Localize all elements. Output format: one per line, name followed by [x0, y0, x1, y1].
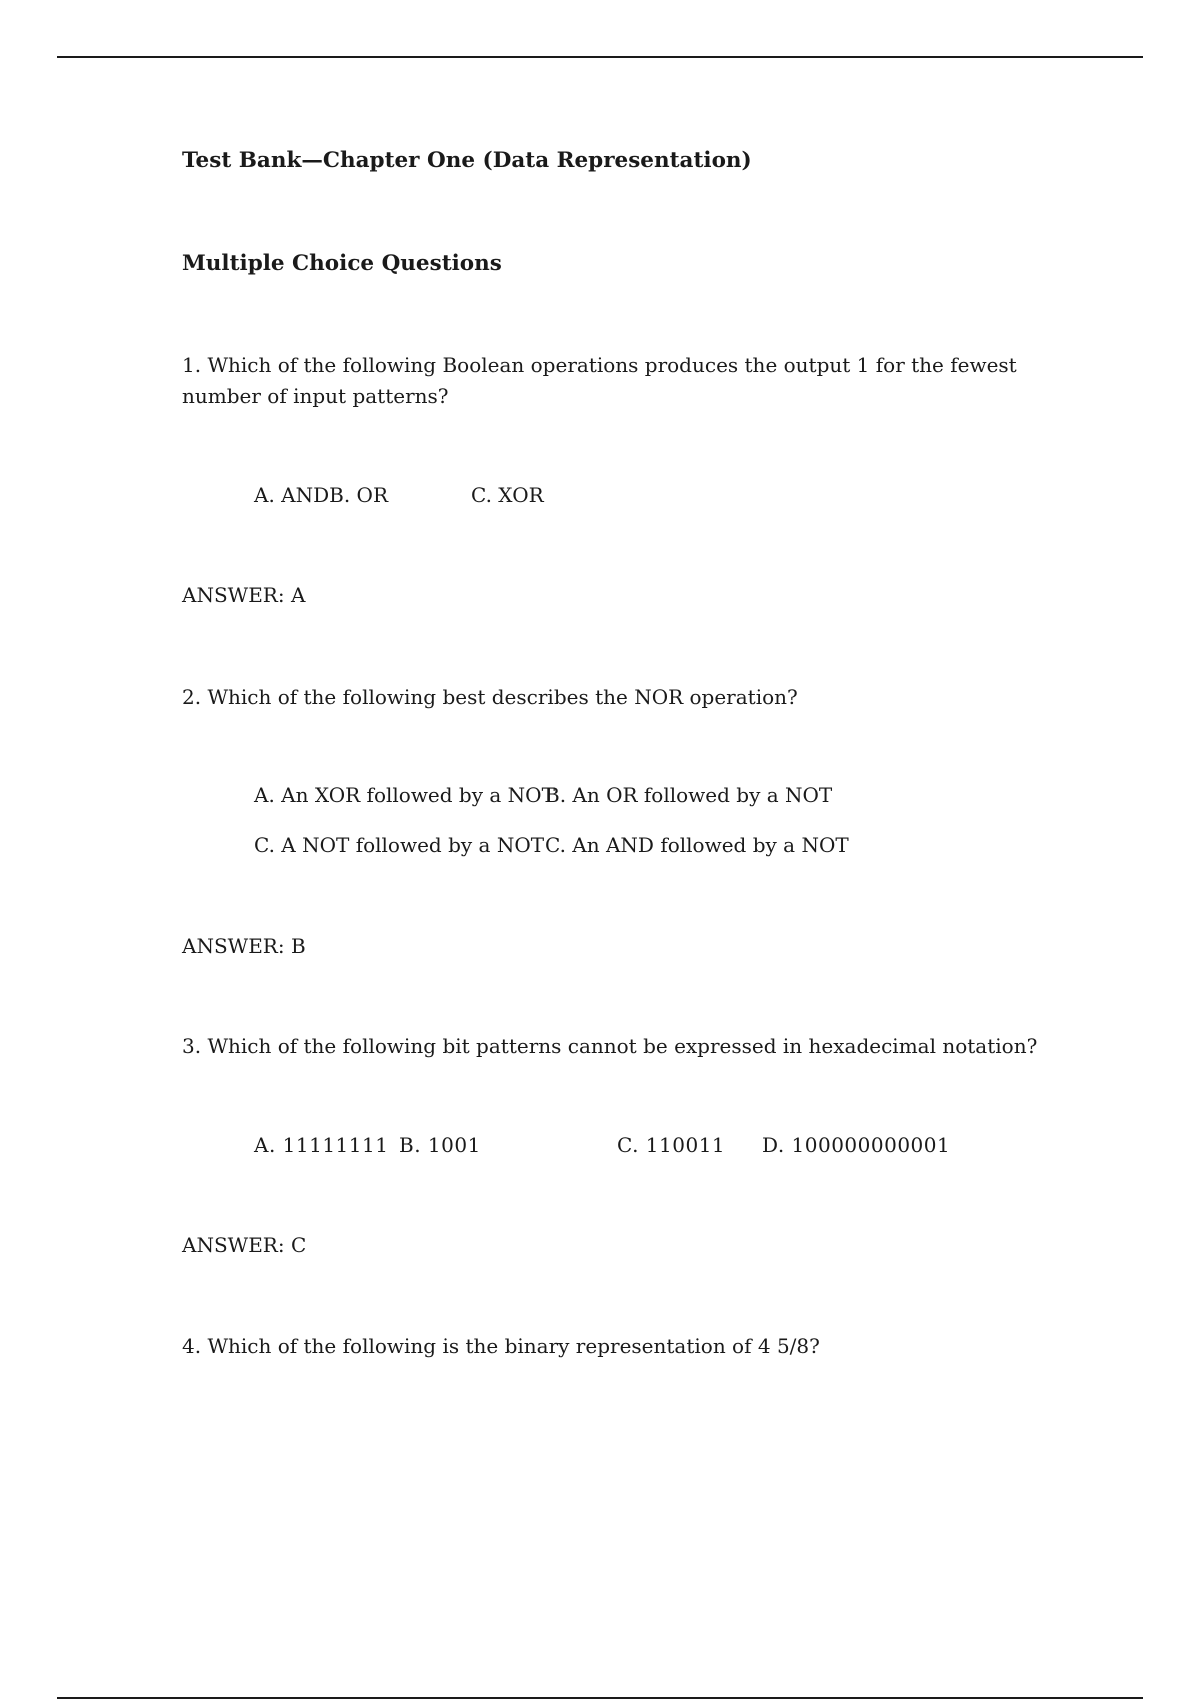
question-2-option-c: C. A NOT followed by a NOT: [254, 833, 545, 857]
section-heading: Multiple Choice Questions: [182, 251, 502, 276]
question-1-text: 1. Which of the following Boolean operations produces the output 1 for the fewest number of input patterns?: [182, 353, 1017, 408]
question-3-answer: ANSWER: C: [182, 1233, 307, 1257]
document-title: Test Bank—Chapter One (Data Representation): [182, 148, 752, 173]
question-2-text: 2. Which of the following best describes the NOR operation?: [182, 685, 798, 709]
question-3-option-b: B. 1001: [399, 1133, 481, 1157]
question-3-option-c: C. 110011: [617, 1133, 726, 1157]
question-3-option-d: D. 100000000001: [762, 1133, 951, 1157]
top-rule: [57, 56, 1143, 58]
question-2-answer: ANSWER: B: [182, 934, 306, 958]
bottom-rule: [57, 1697, 1143, 1699]
question-2-option-d: C. An AND followed by a NOT: [545, 833, 849, 857]
question-1-answer: ANSWER: A: [182, 583, 306, 607]
question-1-option-c: C. XOR: [471, 483, 544, 507]
question-3-option-a: A. 11111111: [254, 1133, 389, 1157]
question-3-text: 3. Which of the following bit patterns cannot be expressed in hexadecimal notation?: [182, 1034, 1038, 1058]
question-2-option-b: B. An OR followed by a NOT: [545, 783, 833, 807]
question-1-option-a: A. ANDB. OR: [254, 483, 389, 507]
question-4-text: 4. Which of the following is the binary representation of 4 5/8?: [182, 1334, 820, 1358]
question-2-option-a: A. An XOR followed by a NOT: [254, 783, 555, 807]
